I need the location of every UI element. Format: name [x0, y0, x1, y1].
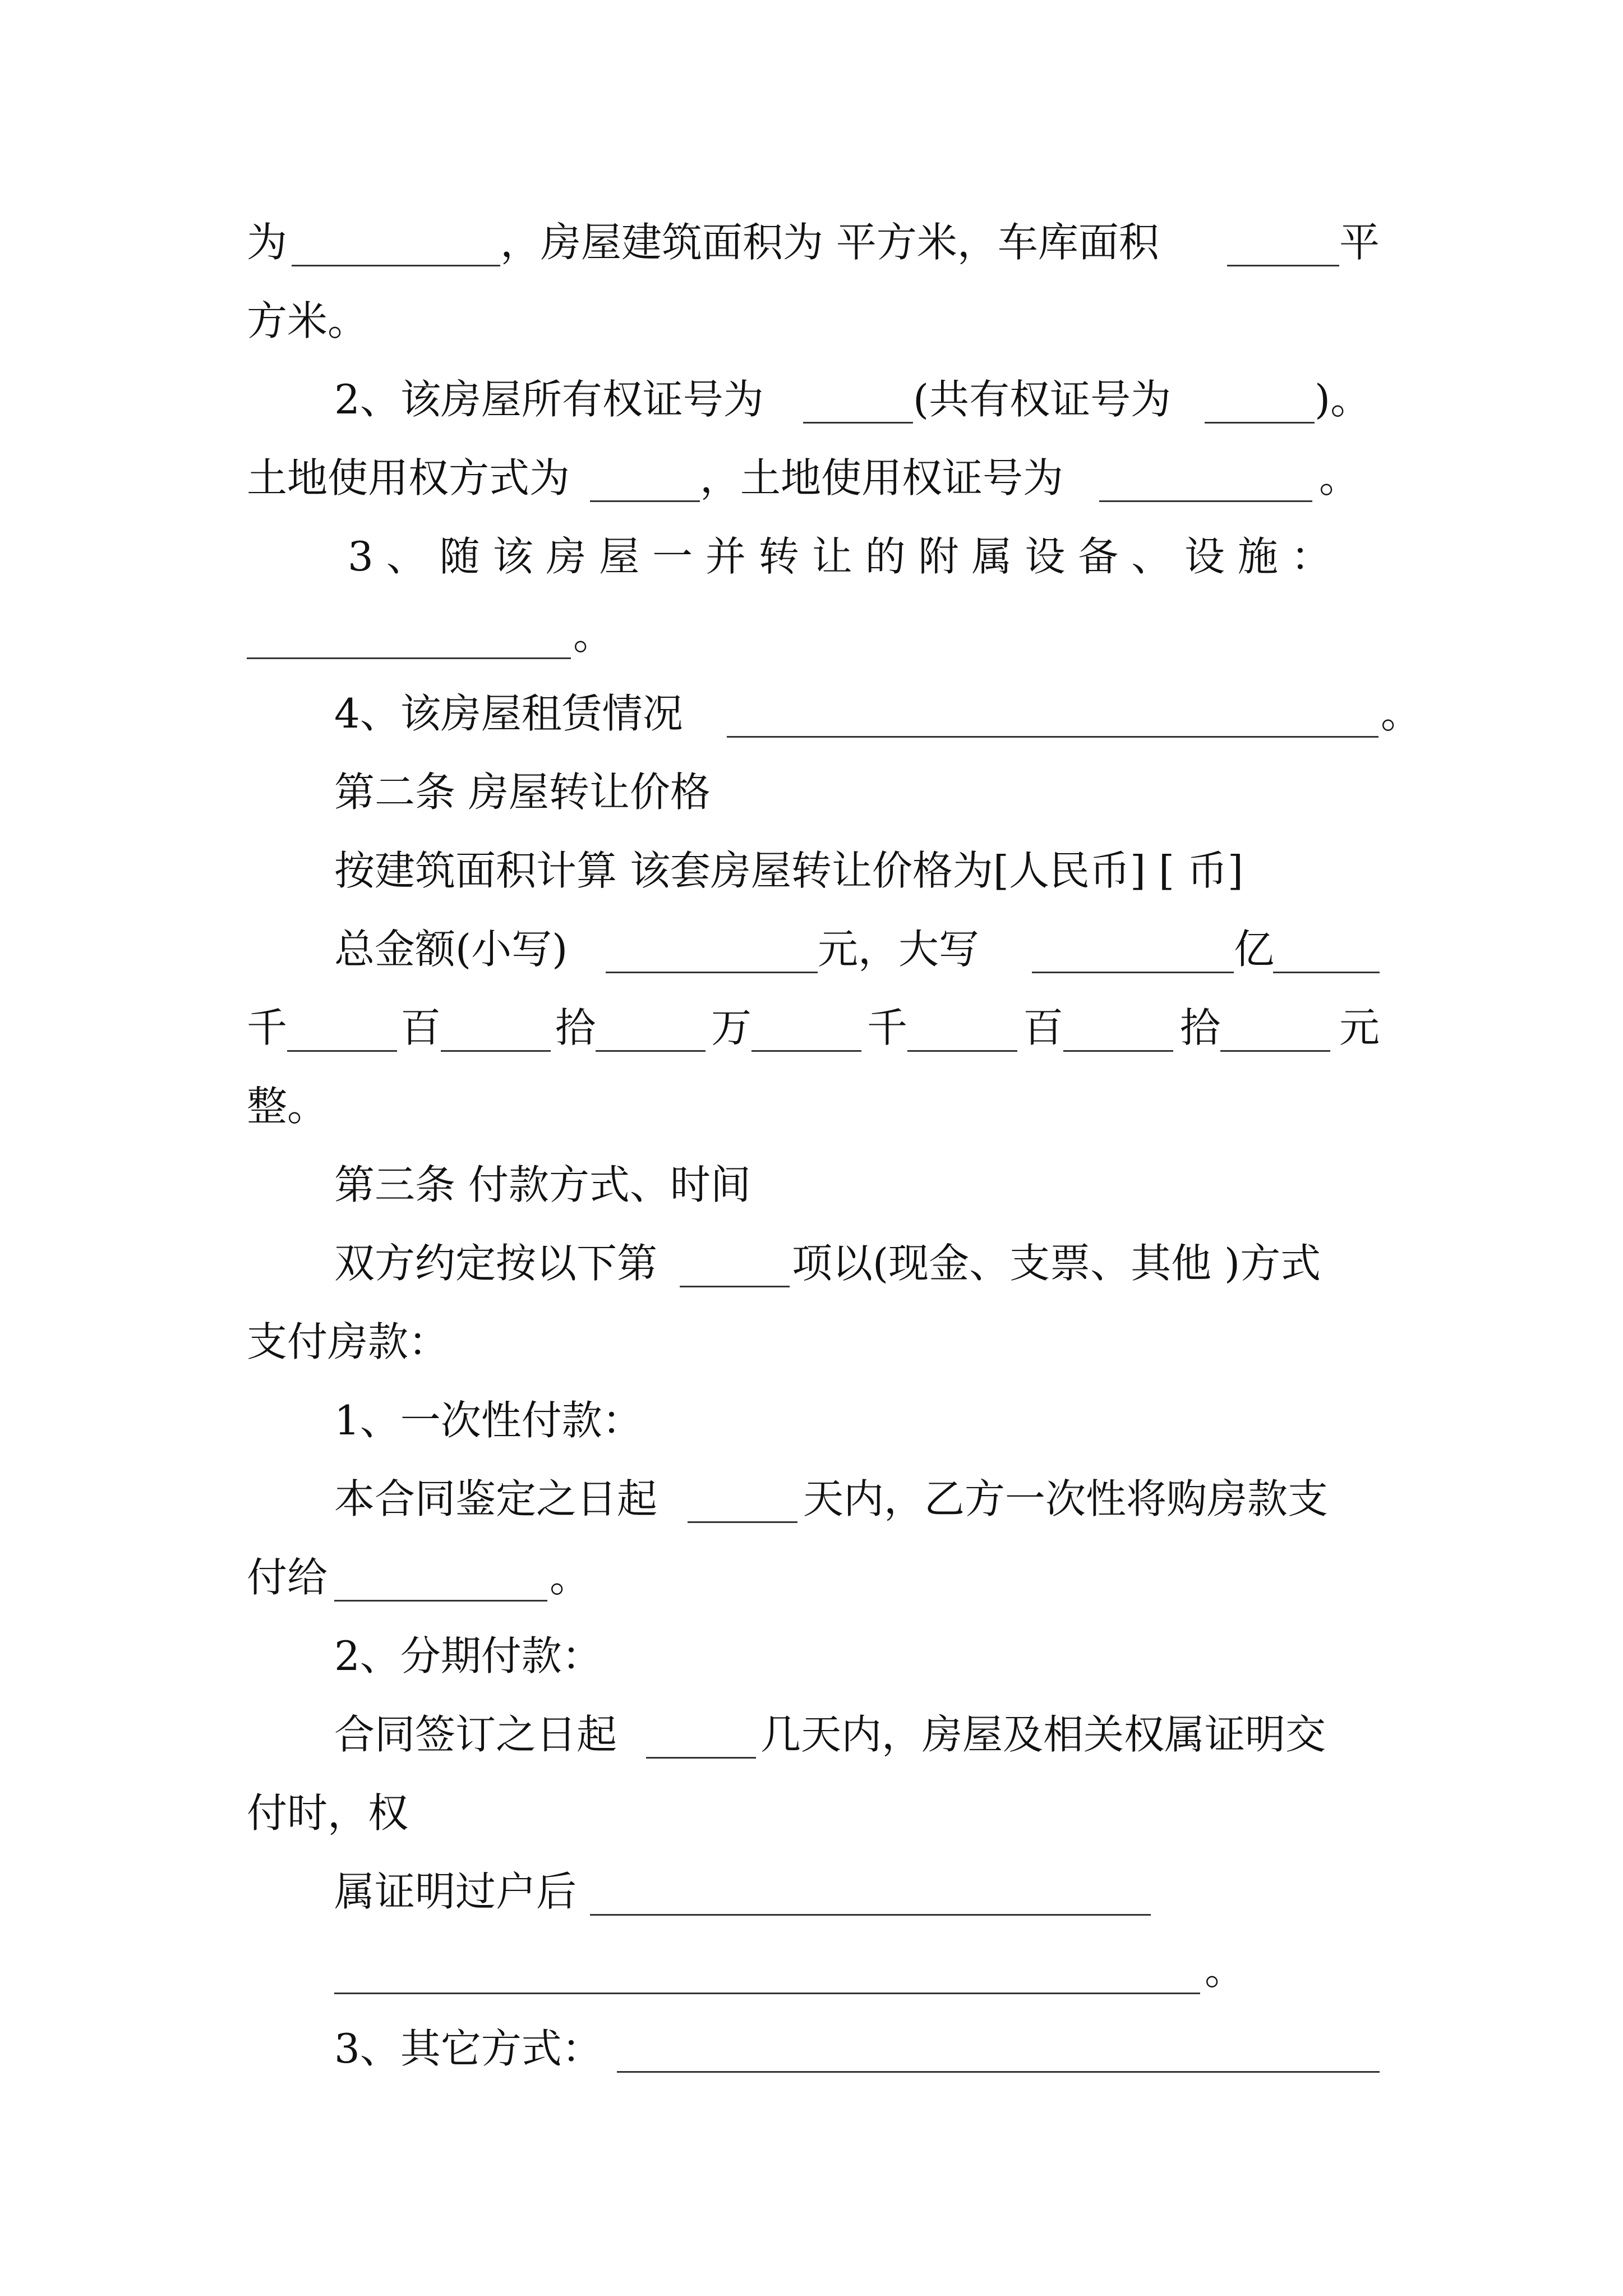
fill-in-blank	[1227, 209, 1339, 266]
fill-in-blank	[727, 680, 1378, 738]
text-run: 。	[1381, 690, 1422, 737]
clause-line	[0, 209, 1623, 276]
text-run: ，房屋建筑面积为 平方米，车库面积	[500, 219, 1159, 266]
fill-in-blank	[596, 994, 706, 1052]
fill-in-blank	[803, 366, 913, 424]
fill-in-blank	[1099, 444, 1312, 502]
clause-line	[0, 1936, 1623, 2004]
fill-in-blank	[334, 1544, 547, 1602]
fill-in-blank	[1273, 915, 1380, 973]
fill-in-blank	[1032, 915, 1234, 973]
fill-in-blank	[287, 994, 397, 1052]
fill-in-blank	[680, 1230, 790, 1287]
text-run: 2、分期付款：	[334, 1632, 602, 1680]
clause-line	[0, 1073, 1623, 1140]
clause-line	[0, 1858, 1623, 1925]
text-run: 千	[867, 1004, 908, 1051]
text-run: 。	[550, 1554, 591, 1601]
fill-in-blank	[247, 601, 571, 659]
text-run: 付给	[247, 1554, 328, 1601]
text-run: 合同签订之日起	[334, 1711, 617, 1758]
fill-in-blank	[646, 1701, 756, 1759]
fill-in-blank	[1220, 994, 1330, 1052]
text-run: 元	[1339, 1004, 1380, 1051]
clause-line	[0, 1622, 1623, 1690]
text-run: 第二条 房屋转让价格	[334, 769, 711, 816]
clause-line	[0, 1230, 1623, 1297]
text-run: 土地使用权方式为	[247, 454, 570, 501]
clause-line	[0, 601, 1623, 669]
text-run: 属证明过户后	[334, 1868, 577, 1915]
fill-in-blank	[606, 915, 818, 973]
section-heading	[0, 758, 1623, 826]
clause-line	[0, 523, 1623, 590]
text-run: 第三条 付款方式、时间	[334, 1161, 751, 1208]
text-run: 千	[247, 1004, 288, 1051]
clause-line	[0, 1544, 1623, 1611]
section-heading	[0, 1151, 1623, 1218]
text-run: 付时，权	[247, 1789, 409, 1837]
text-run: 元，大写	[818, 926, 980, 973]
clause-line	[0, 1308, 1623, 1375]
text-run: 支付房款：	[247, 1318, 449, 1365]
text-run: 双方约定按以下第	[334, 1240, 658, 1287]
clause-line	[0, 1465, 1623, 1533]
clause-line	[0, 366, 1623, 433]
text-run: 平	[1339, 219, 1380, 266]
text-run: 。	[573, 611, 614, 659]
text-run: 2、该房屋所有权证号为	[334, 376, 764, 423]
fill-in-blank	[1205, 366, 1315, 424]
text-run: 为	[247, 219, 288, 266]
text-run: 方米。	[247, 297, 368, 344]
text-run: 万	[711, 1004, 752, 1051]
text-run: 。	[1319, 454, 1360, 501]
text-run: ，土地使用权证号为	[700, 454, 1064, 501]
clause-line	[0, 837, 1623, 904]
fill-in-blank	[907, 994, 1017, 1052]
text-run: 按建筑面积计算 该套房屋转让价格为[人民币] [ 币]	[334, 847, 1244, 894]
clause-line	[0, 915, 1623, 983]
fill-in-blank	[292, 209, 500, 266]
text-run: 4、该房屋租赁情况	[334, 690, 683, 737]
fill-in-blank	[617, 2015, 1380, 2073]
fill-in-blank	[688, 1465, 797, 1523]
clause-line	[0, 1387, 1623, 1454]
text-run: (共有权证号为	[913, 376, 1172, 423]
text-run: 百	[400, 1004, 441, 1051]
text-run: 1、一次性付款：	[334, 1397, 643, 1444]
text-run: 3、其它方式：	[334, 2025, 602, 2072]
text-run: 项以(现金、支票、其他 )方式	[792, 1240, 1321, 1287]
text-run: 3 、 随 该 房 屋 一 并 转 让 的 附 属 设 备 、 设 施 ：	[348, 533, 1331, 580]
text-run: 天内，乙方一次性将购房款支	[803, 1475, 1329, 1522]
text-run: 几天内，房屋及相关权属证明交	[760, 1711, 1326, 1758]
amount-line	[0, 994, 1623, 1061]
fill-in-blank	[1063, 994, 1173, 1052]
fill-in-blank	[751, 994, 861, 1052]
clause-line	[0, 680, 1623, 747]
text-run: 整。	[247, 1083, 328, 1130]
clause-line	[0, 287, 1623, 355]
fill-in-blank	[441, 994, 551, 1052]
clause-line	[0, 444, 1623, 512]
fill-in-blank	[590, 1858, 1151, 1916]
text-run: 总金额(小写)	[334, 926, 568, 973]
text-run: 亿	[1234, 926, 1275, 973]
fill-in-blank	[590, 444, 700, 502]
text-run: 拾	[555, 1004, 596, 1051]
text-run: )。	[1315, 376, 1371, 423]
clause-line	[0, 2015, 1623, 2082]
text-run: 百	[1023, 1004, 1064, 1051]
fill-in-blank	[334, 1936, 1200, 1994]
text-run: 。	[1205, 1947, 1246, 1994]
text-run: 本合同鉴定之日起	[334, 1475, 658, 1522]
text-run: 拾	[1180, 1004, 1221, 1051]
clause-line	[0, 1779, 1623, 1847]
clause-line	[0, 1701, 1623, 1768]
